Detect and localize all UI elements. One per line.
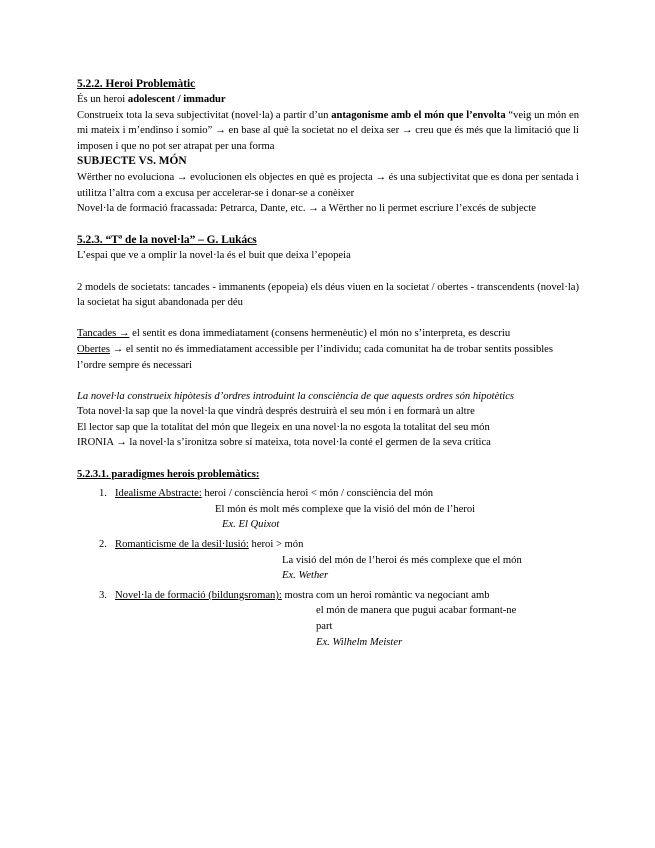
romanticism-line: [115, 537, 579, 553]
list-item-romanticism: [77, 537, 579, 584]
open-text: → el sentit no és immediatament accessible per l’individu; cada comunitat ha de trobar sentits possibles: [109, 343, 554, 355]
antagonism-bold: antagonisme amb el món que l’envolta: [331, 109, 506, 121]
bildungsroman-example: Ex. Wilhelm Meister: [316, 636, 403, 648]
adolescent-prefix: És un heroi: [77, 94, 128, 105]
open-paragraph: [77, 342, 579, 358]
subjectivity-text-a: Construeix tota la seva subjectivitat (novel·la) a partir d’un: [77, 109, 332, 121]
list-number: 1.: [99, 488, 107, 500]
epopeia-line: L’espai que ve a omplir la novel·la és el buit que deixa l’epopeia: [77, 250, 351, 262]
open-label: Obertes: [77, 343, 110, 355]
section-heading-5-2-3-1: 5.2.3.1. paradigmes herois problemàtics:: [77, 468, 260, 480]
bildungsroman-line: [115, 588, 579, 604]
bildungsroman-label: Novel·la de formació (bildungsroman):: [115, 589, 282, 601]
societies-paragraph: 2 models de societats: tancades - immanents (epopeia) els déus viuen en la societat / obertes - transcendents (novel·la) la societat ha sigut abandonada per déu: [77, 281, 579, 309]
werther-paragraph: Wërther no evoluciona → evolucionen els objectes en què es projecta → és una subjectivitat que es dona per sentada i utilitza l’altra com a excusa per accelerar-se i donar-se a conèixer: [77, 171, 579, 199]
adolescent-line: [77, 92, 579, 108]
subject-vs-world: SUBJECTE VS. MÓN: [77, 155, 187, 168]
order-line: l’ordre sempre és necessari: [77, 359, 193, 371]
closed-line: [77, 326, 579, 342]
formation-paragraph: Novel·la de formació fracassada: Petrarca, Dante, etc. → a Wërther no li permet escriure l’excés de subjecte: [77, 203, 536, 215]
closed-label: Tancades →: [77, 328, 130, 340]
irony-line: IRONIA → la novel·la s’ironitza sobre sí mateixa, tota novel·la conté el germen de la seva crítica: [77, 437, 491, 449]
list-number: 2.: [99, 539, 107, 551]
reader-knows-line: El lector sap que la totalitat del món que llegeix en una novel·la no esgota la totalitat del seu món: [77, 421, 490, 433]
idealism-label: Idealisme Abstracte:: [115, 488, 202, 500]
section-heading-5-2-3: 5.2.3. “Tª de la novel·la” – G. Lukács: [77, 234, 257, 247]
idealism-line: [115, 486, 579, 502]
document-body: [77, 76, 579, 650]
spacer: [77, 311, 579, 327]
subjectivity-text-b: “veig un món en mi mateix i m’endinso i somio” → en base al què la societat no el deixa ser → creu que és més que la limitació que li imposen i que no pot ser atrapat per una forma: [77, 109, 579, 152]
bildungsroman-text: mostra com un heroi romàntic va negociant amb: [281, 589, 490, 601]
romanticism-text: heroi > món: [248, 539, 304, 551]
spacer: [77, 217, 579, 233]
list-number: 3.: [99, 589, 107, 601]
romanticism-label: Romanticisme de la desil·lusió:: [115, 539, 249, 551]
bildungsroman-line3: part: [316, 621, 333, 632]
romanticism-line2: La visió del món de l’heroi és més complexe que el món: [282, 554, 522, 566]
romanticism-example: Ex. Wether: [282, 570, 329, 582]
list-item-idealism: [77, 486, 579, 533]
closed-text: el sentit es dona immediatament (consens hermenèutic) el món no s’interpreta, es descriu: [129, 328, 511, 340]
spacer: [77, 451, 579, 467]
idealism-line2: El món és molt més complexe que la visió del món de l’heroi: [215, 503, 476, 515]
novel-knows-line: Tota novel·la sap que la novel·la que vindrà després destruirà el seu món i en formarà un altre: [77, 406, 475, 418]
list-item-bildungsroman: [77, 588, 579, 650]
idealism-example: Ex. El Quixot: [222, 519, 280, 531]
idealism-text: heroi / consciència heroi < món / consciència del món: [201, 488, 434, 500]
subjectivity-paragraph: [77, 108, 579, 155]
spacer: [77, 264, 579, 280]
bildungsroman-line2: el món de manera que pugui acabar formant-ne: [316, 605, 517, 617]
hypothesis-line: La novel·la construeix hipòtesis d’ordres introduint la consciència de que aquests ordres són hipotètics: [77, 390, 515, 402]
section-heading-5-2-2: 5.2.2. Heroi Problemàtic: [77, 78, 196, 90]
spacer: [77, 373, 579, 389]
adolescent-bold: adolescent / immadur: [127, 94, 226, 105]
